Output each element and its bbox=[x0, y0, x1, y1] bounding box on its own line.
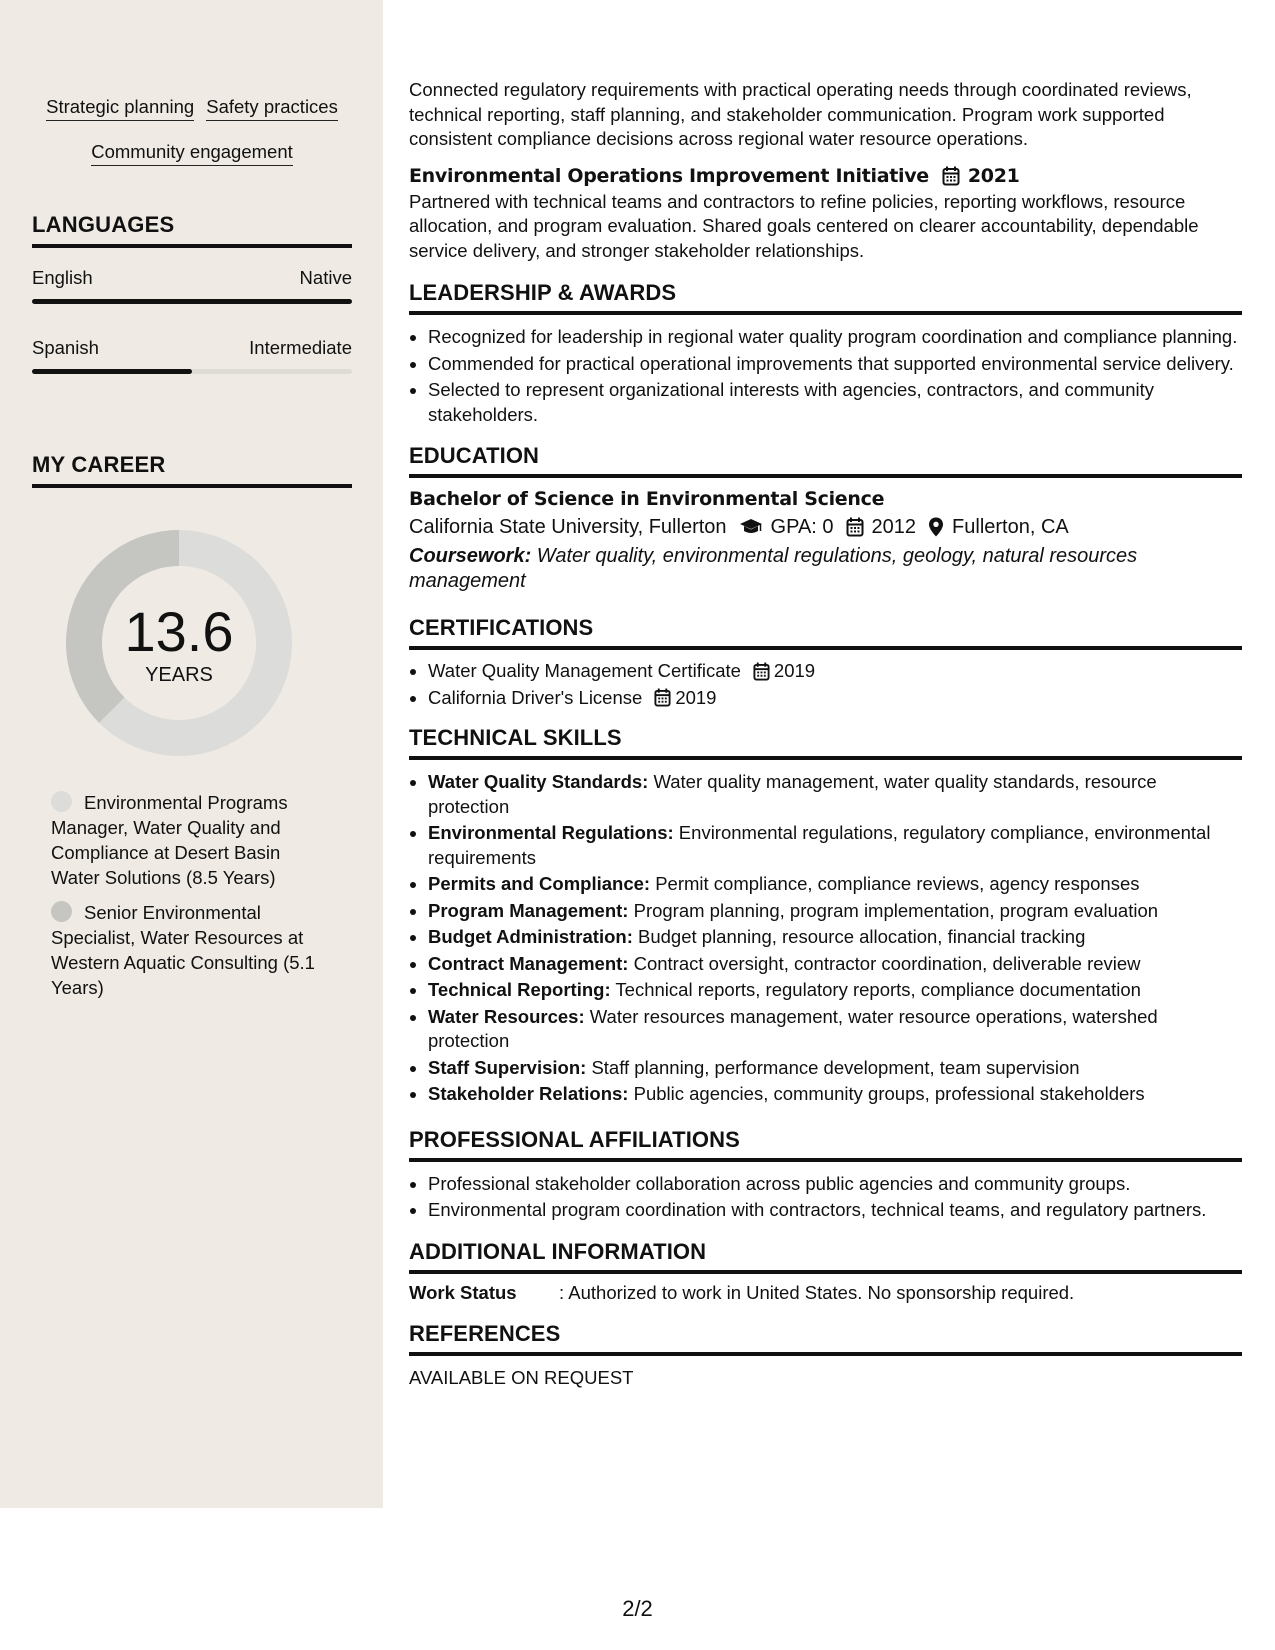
career-total-years: 13.6 bbox=[124, 600, 234, 663]
language-level-fill bbox=[32, 299, 352, 304]
technical-skills-list bbox=[409, 770, 1242, 1107]
list-item bbox=[428, 899, 1242, 924]
calendar-icon bbox=[942, 166, 960, 186]
list-item: • Selected to represent organizational interests with agencies, contractors, and community stakeholders. bbox=[428, 378, 1242, 427]
list-item bbox=[428, 659, 1242, 684]
skill-desc: Contract oversight, contractor coordination, deliverable review bbox=[628, 952, 1141, 974]
skill-name: Permits and Compliance: bbox=[428, 873, 651, 894]
language-level: Intermediate bbox=[249, 337, 352, 358]
intro-paragraph: Connected regulatory requirements with practical operating needs through coordinated reviews, technical reporting, staff planning, and stakeholder communication. Program work supported consistent compliance decisions across regional water resource operations. bbox=[409, 79, 1192, 149]
career-item-text: Environmental Programs Manager, Water Quality and Compliance at Desert Basin Water Solutions (8.5 Years) bbox=[51, 792, 288, 888]
project-description: Partnered with technical teams and contractors to refine policies, reporting workflows, resource allocation, and program evaluation. Shared goals centered on clearer accountability, dependable service delivery, and stronger stakeholder relationships. bbox=[409, 190, 1199, 261]
career-legend-dot bbox=[51, 901, 72, 922]
language-row bbox=[32, 337, 352, 359]
list-item bbox=[428, 686, 1242, 711]
list-item bbox=[428, 770, 1242, 819]
certifications-heading: CERTIFICATIONS bbox=[409, 615, 1242, 650]
language-level-bar bbox=[32, 299, 352, 304]
skill-name: Environmental Regulations: bbox=[428, 822, 674, 843]
career-legend-dot bbox=[51, 791, 72, 812]
language-level: Native bbox=[299, 267, 352, 288]
skill-desc: Program planning, program implementation, program evaluation bbox=[628, 899, 1159, 921]
language-row bbox=[32, 267, 352, 289]
work-status-row bbox=[409, 1282, 1242, 1304]
certifications-list bbox=[409, 659, 1242, 710]
career-item-text: Senior Environmental Specialist, Water Resources at Western Aquatic Consulting (5.1 Years) bbox=[51, 902, 315, 998]
skill-name: Water Quality Standards: bbox=[428, 771, 649, 792]
list-item: • Professional stakeholder collaboration across public agencies and community groups. bbox=[428, 1172, 1242, 1197]
technical-skills-heading: TECHNICAL SKILLS bbox=[409, 725, 1242, 760]
career-donut-chart bbox=[66, 530, 292, 756]
career-item bbox=[51, 790, 331, 890]
sidebar bbox=[0, 0, 383, 1508]
skill-desc: Staff planning, performance development, team supervision bbox=[586, 1056, 1080, 1078]
language-name: Spanish bbox=[32, 337, 99, 358]
skill-name: Contract Management: bbox=[428, 952, 629, 974]
career-years-unit: YEARS bbox=[145, 664, 213, 686]
skill-desc: Water quality management, water quality standards, resource protection bbox=[428, 771, 1157, 817]
list-item: • Commended for practical operational improvements that supported environmental service delivery. bbox=[428, 352, 1242, 377]
list-item bbox=[428, 821, 1242, 870]
affiliations-list bbox=[409, 1172, 1242, 1223]
certification-year: 2019 bbox=[675, 686, 717, 708]
leadership-heading: LEADERSHIP & AWARDS bbox=[409, 280, 1242, 315]
certification-name: • California Driver's License bbox=[428, 686, 643, 708]
map-pin-icon bbox=[928, 517, 944, 537]
project-year: 2021 bbox=[967, 164, 1020, 187]
leadership-list bbox=[409, 325, 1242, 427]
list-item bbox=[428, 1082, 1242, 1107]
calendar-icon bbox=[846, 517, 864, 537]
list-item bbox=[428, 925, 1242, 950]
certification-name: • Water Quality Management Certificate bbox=[428, 660, 741, 681]
language-name: English bbox=[32, 267, 93, 288]
skill-name: Budget Administration: bbox=[428, 926, 633, 947]
list-item: • Environmental program coordination with contractors, technical teams, and regulatory partners. bbox=[428, 1198, 1242, 1223]
affiliations-heading: PROFESSIONAL AFFILIATIONS bbox=[409, 1127, 1242, 1162]
languages-heading: LANGUAGES bbox=[32, 212, 352, 248]
references-heading: REFERENCES bbox=[409, 1321, 1242, 1356]
school-location: Fullerton, CA bbox=[952, 516, 1069, 538]
education-heading: EDUCATION bbox=[409, 443, 1242, 478]
career-item bbox=[51, 900, 331, 1000]
education-details bbox=[409, 513, 1242, 541]
references-text: AVAILABLE ON REQUEST bbox=[409, 1366, 634, 1388]
skill-tag: Strategic planning bbox=[46, 95, 194, 121]
coursework bbox=[409, 544, 1242, 594]
skill-name: Technical Reporting: bbox=[428, 979, 611, 1000]
list-item: • Recognized for leadership in regional water quality program coordination and compliance planning. bbox=[428, 325, 1242, 350]
degree-title: Bachelor of Science in Environmental Science bbox=[409, 488, 885, 510]
coursework-label: Coursework: bbox=[409, 545, 532, 567]
skill-desc: Public agencies, community groups, professional stakeholders bbox=[628, 1083, 1145, 1104]
language-level-bar bbox=[32, 369, 352, 374]
list-item bbox=[428, 952, 1242, 977]
graduation-year: 2012 bbox=[871, 516, 917, 538]
certification-year: 2019 bbox=[773, 660, 816, 681]
graduation-cap-icon bbox=[739, 518, 763, 536]
list-item bbox=[428, 1005, 1242, 1054]
language-level-fill bbox=[32, 369, 192, 374]
coursework-text: Water quality, environmental regulations, geology, natural resources management bbox=[409, 545, 1138, 592]
skill-desc: Permit compliance, compliance reviews, agency responses bbox=[650, 873, 1140, 894]
list-item bbox=[428, 872, 1242, 897]
skill-name: Staff Supervision: bbox=[428, 1056, 587, 1078]
skill-desc: Budget planning, resource allocation, financial tracking bbox=[632, 926, 1086, 947]
calendar-icon bbox=[753, 662, 770, 681]
work-status-label: Work Status bbox=[409, 1281, 517, 1303]
skills-tags bbox=[32, 86, 352, 176]
skill-name: Program Management: bbox=[428, 899, 629, 921]
skill-tag: Safety practices bbox=[206, 95, 338, 121]
skill-name: Stakeholder Relations: bbox=[428, 1083, 629, 1104]
calendar-icon bbox=[654, 688, 671, 707]
skill-desc: Water resources management, water resource operations, watershed protection bbox=[428, 1005, 1158, 1051]
project-title-row bbox=[409, 165, 1242, 187]
main-content bbox=[409, 78, 1242, 1390]
work-status-value: : Authorized to work in United States. No sponsorship required. bbox=[559, 1281, 1075, 1303]
additional-info-heading: ADDITIONAL INFORMATION bbox=[409, 1239, 1242, 1274]
skill-desc: Environmental regulations, regulatory compliance, environmental requirements bbox=[428, 822, 1211, 868]
project-title: Environmental Operations Improvement Initiative bbox=[409, 164, 929, 187]
page-number: 2/2 bbox=[622, 1596, 653, 1621]
school-name: California State University, Fullerton bbox=[409, 516, 727, 538]
skill-tag: Community engagement bbox=[91, 140, 293, 166]
career-heading: MY CAREER bbox=[32, 452, 352, 488]
list-item bbox=[428, 978, 1242, 1003]
list-item bbox=[428, 1056, 1242, 1081]
skill-desc: Technical reports, regulatory reports, compliance documentation bbox=[610, 979, 1141, 1000]
gpa: GPA: 0 bbox=[770, 516, 834, 538]
skill-name: Water Resources: bbox=[428, 1005, 585, 1027]
